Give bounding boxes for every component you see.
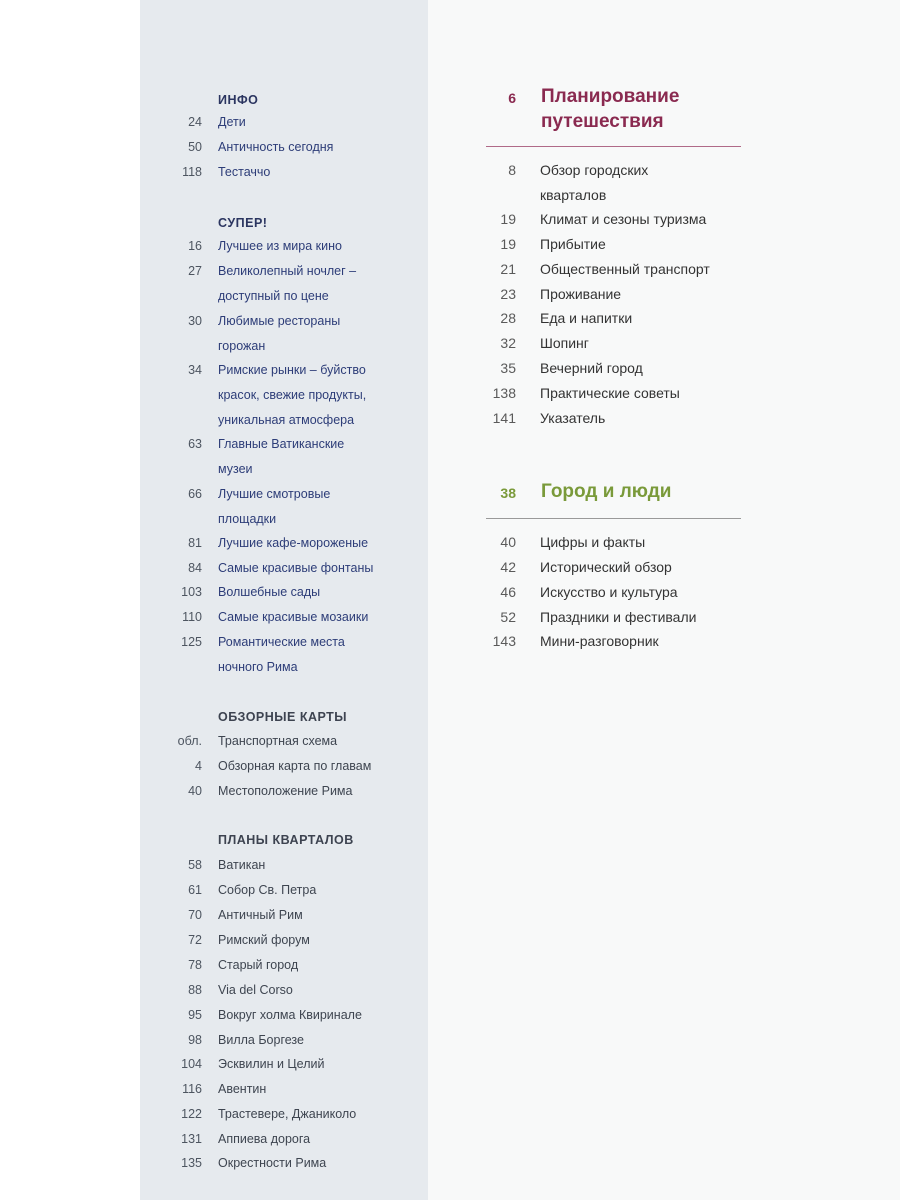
toc-entry[interactable]	[140, 135, 333, 160]
toc-entry[interactable]	[140, 605, 368, 630]
entry-title-line: музеи	[218, 462, 253, 476]
entry-title: Античность сегодня	[218, 140, 334, 154]
page-number: 84	[188, 561, 202, 575]
entry-title-line: Главные Ватиканские	[218, 437, 345, 451]
toc-entry[interactable]	[140, 1151, 326, 1176]
toc-entry[interactable]	[140, 928, 310, 953]
toc-entry[interactable]	[426, 207, 706, 232]
entry-title: Старый город	[218, 958, 299, 972]
page-number: 4	[195, 759, 202, 773]
chapter-page-number: 38	[500, 485, 516, 501]
toc-entry[interactable]	[140, 978, 293, 1003]
entry-title: Праздники и фестивали	[540, 609, 697, 625]
page-number: 66	[188, 487, 202, 501]
entry-title-line: ночного Рима	[218, 660, 298, 674]
page-number: 70	[188, 908, 202, 922]
toc-entry[interactable]	[426, 306, 632, 331]
chapter-title[interactable]	[541, 84, 679, 134]
entry-title-line: Римские рынки – буйство	[218, 363, 366, 377]
entry-title: Авентин	[218, 1082, 267, 1096]
chapter-divider	[486, 146, 741, 147]
entry-title: Лучшие кафе-мороженые	[218, 536, 369, 550]
toc-entry[interactable]	[140, 234, 342, 259]
page-number: 58	[188, 858, 202, 872]
entry-title: Цифры и факты	[540, 534, 646, 550]
page-number: 78	[188, 958, 202, 972]
page-number: 88	[188, 983, 202, 997]
toc-entry[interactable]	[426, 605, 696, 630]
toc-entry[interactable]	[140, 1077, 266, 1102]
entry-title: Вечерний город	[540, 360, 643, 376]
entry-title: Волшебные сады	[218, 585, 321, 599]
entry-title: Эсквилин и Целий	[218, 1057, 325, 1071]
entry-title: Исторический обзор	[540, 559, 672, 575]
page-number: 27	[188, 264, 202, 278]
entry-title: Самые красивые фонтаны	[218, 561, 374, 575]
entry-title-line: Обзор городских	[540, 162, 649, 178]
page-number: 143	[492, 633, 516, 649]
entry-title: Окрестности Рима	[218, 1156, 327, 1170]
toc-entry[interactable]	[426, 158, 648, 208]
toc-entry[interactable]	[426, 257, 710, 282]
toc-entry[interactable]	[140, 1127, 310, 1152]
page-number: 28	[500, 310, 516, 326]
toc-entry[interactable]	[426, 580, 678, 605]
entry-title: Климат и сезоны туризма	[540, 211, 707, 227]
entry-title: Собор Св. Петра	[218, 883, 317, 897]
page-number: 46	[500, 584, 516, 600]
section-heading-overview-maps: ОБЗОРНЫЕ КАРТЫ	[218, 710, 348, 724]
toc-entry[interactable]	[426, 406, 605, 431]
chapter-divider	[486, 518, 741, 519]
toc-entry[interactable]	[426, 356, 643, 381]
entry-title-line: Романтические места	[218, 635, 345, 649]
page-number: 141	[492, 410, 516, 426]
page-number: 63	[188, 437, 202, 451]
section-heading-info: ИНФО	[218, 93, 259, 107]
toc-entry[interactable]	[140, 1003, 362, 1028]
entry-title: Проживание	[540, 286, 622, 302]
toc-entry[interactable]	[140, 482, 330, 532]
entry-title: Прибытие	[540, 236, 606, 252]
page-number: 19	[500, 211, 516, 227]
page-number: 116	[182, 1082, 202, 1096]
page-number: 35	[500, 360, 516, 376]
page-number: 104	[181, 1057, 202, 1071]
entry-title: Via del Corso	[218, 983, 293, 997]
page-number: 52	[500, 609, 516, 625]
page-number: 34	[188, 363, 202, 377]
entry-title-line: Великолепный ночлег –	[218, 264, 357, 278]
toc-entry[interactable]	[426, 555, 672, 580]
toc-entry[interactable]	[426, 381, 680, 406]
entry-title: Мини-разговорник	[540, 633, 659, 649]
entry-title-line: красок, свежие продукты,	[218, 388, 367, 402]
page-number: 8	[508, 162, 516, 178]
entry-title-line: кварталов	[540, 187, 607, 203]
entry-title: Тестаччо	[218, 165, 271, 179]
toc-entry[interactable]	[140, 779, 352, 804]
page-number: 122	[181, 1107, 202, 1121]
entry-title: Местоположение Рима	[218, 784, 353, 798]
entry-title: Трастевере, Джаниколо	[218, 1107, 357, 1121]
chapter-title-line: Город и люди	[541, 481, 672, 502]
toc-entry[interactable]	[140, 531, 368, 556]
entry-title: Обзорная карта по главам	[218, 759, 372, 773]
page-number: 23	[500, 286, 516, 302]
entry-title: Римский форум	[218, 933, 310, 947]
page-number: 72	[188, 933, 202, 947]
page-number: 118	[182, 165, 202, 179]
entry-title: Общественный транспорт	[540, 261, 710, 277]
entry-title: Лучшее из мира кино	[218, 239, 342, 253]
toc-entry[interactable]	[426, 629, 659, 654]
toc-entry[interactable]	[140, 358, 366, 433]
entry-title-line: горожан	[218, 339, 266, 353]
entry-title: Вилла Боргезе	[218, 1033, 304, 1047]
toc-entry[interactable]	[140, 309, 340, 359]
toc-entry[interactable]	[140, 1102, 356, 1127]
toc-entry[interactable]	[140, 853, 265, 878]
entry-title: Шопинг	[540, 335, 589, 351]
toc-entry[interactable]	[140, 432, 344, 482]
page-number: 40	[500, 534, 516, 550]
entry-title: Искусство и культура	[540, 584, 678, 600]
toc-entry[interactable]	[140, 1052, 324, 1077]
page-number: 135	[181, 1156, 202, 1170]
toc-entry[interactable]	[140, 903, 303, 928]
toc-entry[interactable]	[140, 556, 373, 581]
page-number: 61	[188, 883, 202, 897]
section-heading-super: СУПЕР!	[218, 216, 268, 230]
page-number: 138	[492, 385, 516, 401]
page-number: 81	[188, 536, 202, 550]
entry-title: Дети	[218, 115, 246, 129]
page-number: 16	[188, 239, 202, 253]
entry-title: Ватикан	[218, 858, 266, 872]
chapter-title-line: путешествия	[541, 111, 664, 132]
page-number: 110	[182, 610, 202, 624]
entry-title: Практические советы	[540, 385, 680, 401]
entry-title: Транспортная схема	[218, 734, 338, 748]
page-number: 19	[500, 236, 516, 252]
entry-title: Еда и напитки	[540, 310, 633, 326]
page-number: обл.	[177, 734, 202, 748]
entry-title-line: уникальная атмосфера	[218, 413, 355, 427]
toc-entry[interactable]	[426, 282, 621, 307]
page-number: 131	[181, 1132, 202, 1146]
page-number: 42	[500, 559, 516, 575]
chapter-page-number: 6	[508, 90, 516, 106]
entry-title: Античный Рим	[218, 908, 303, 922]
toc-entry[interactable]	[140, 953, 298, 978]
page-number: 98	[188, 1033, 202, 1047]
toc-entry[interactable]	[426, 232, 606, 257]
toc-entry[interactable]	[140, 630, 345, 680]
toc-entry[interactable]	[140, 878, 316, 903]
toc-entry[interactable]	[140, 754, 371, 779]
toc-entry[interactable]	[140, 259, 356, 309]
toc-entry[interactable]	[140, 110, 246, 135]
entry-title: Аппиева дорога	[218, 1132, 311, 1146]
page-number: 21	[500, 261, 516, 277]
entry-title: Указатель	[540, 410, 606, 426]
toc-entry[interactable]	[426, 331, 589, 356]
page-number: 95	[188, 1008, 202, 1022]
entry-title-line: Лучшие смотровые	[218, 487, 331, 501]
toc-entry[interactable]	[140, 160, 270, 185]
section-heading-district-plans: ПЛАНЫ КВАРТАЛОВ	[218, 833, 354, 847]
page-number: 24	[188, 115, 202, 129]
page-number: 30	[188, 314, 202, 328]
toc-entry[interactable]	[140, 1028, 304, 1053]
entry-title-line: Любимые рестораны	[218, 314, 341, 328]
chapter-title-line: Планирование	[541, 86, 680, 107]
toc-entry[interactable]	[426, 530, 645, 555]
page-number: 103	[181, 585, 202, 599]
toc-entry[interactable]	[140, 729, 337, 754]
entry-title-line: площадки	[218, 512, 277, 526]
page-number: 40	[188, 784, 202, 798]
entry-title: Вокруг холма Квиринале	[218, 1008, 362, 1022]
entry-title: Самые красивые мозаики	[218, 610, 369, 624]
page-number: 32	[500, 335, 516, 351]
toc-entry[interactable]	[140, 580, 320, 605]
entry-title-line: доступный по цене	[218, 289, 329, 303]
page-number: 125	[181, 635, 202, 649]
chapter-title[interactable]	[541, 479, 671, 504]
page-number: 50	[188, 140, 202, 154]
